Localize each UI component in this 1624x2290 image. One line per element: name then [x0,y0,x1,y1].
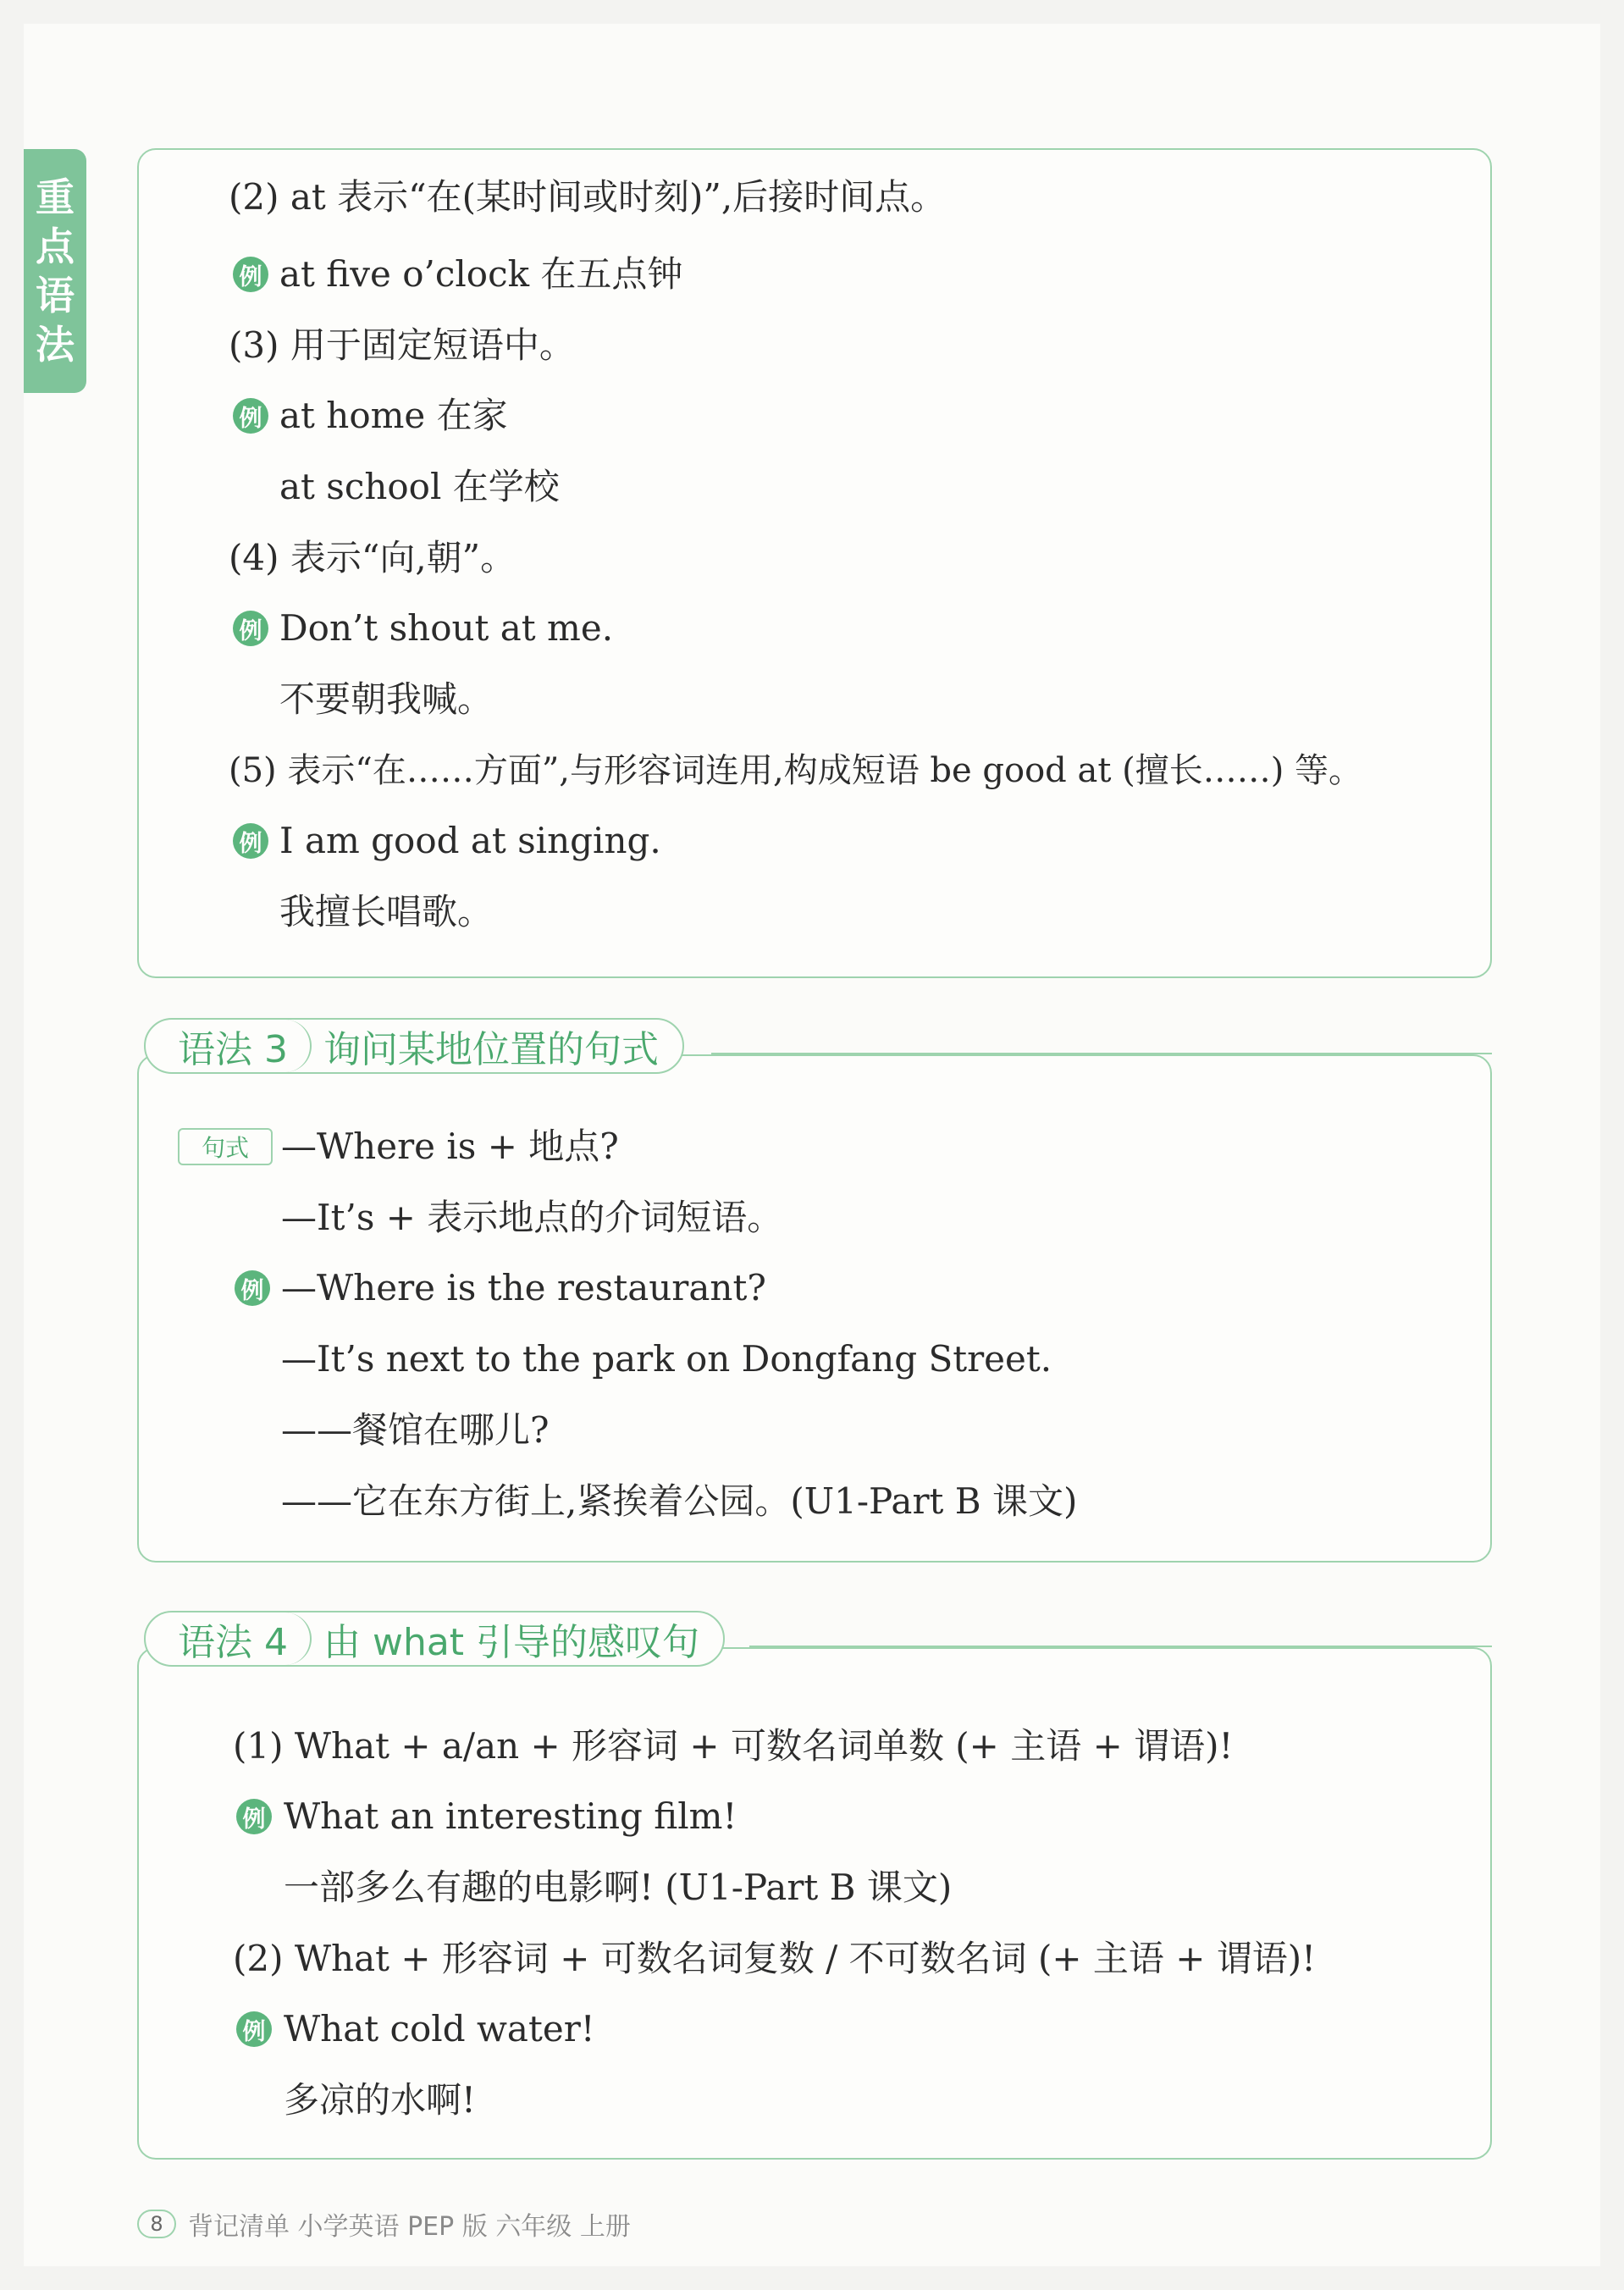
rule-line: (4) 表示“向,朝”。 [229,537,516,578]
example-line: I am good at singing. [279,820,661,861]
example-icon: 例 [233,611,268,646]
rule-line: (1) What + a/an + 形容词 + 可数名词单数 (+ 主语 + 谓语)! [233,1725,1234,1767]
header-rule [749,1646,1492,1647]
rule-line: (3) 用于固定短语中。 [229,324,575,366]
translation-line: 不要朝我喊。 [279,678,494,720]
example-line: What an interesting film! [284,1795,737,1837]
header-rule [711,1053,1492,1054]
grammar-number: 语法 4 [146,1612,312,1665]
side-tab-char: 重 [36,174,75,220]
translation-line: ——餐馆在哪儿? [281,1409,550,1451]
side-tab-char: 语 [36,273,75,318]
page-number: 8 [137,2210,176,2238]
translation-line: 多凉的水啊! [284,2079,476,2121]
grammar-title: 询问某地位置的句式 [323,1028,659,1071]
example-line: —It’s next to the park on Dongfang Street. [281,1338,1052,1380]
pattern-line: —It’s + 表示地点的介词短语。 [281,1197,783,1238]
page-footer [137,2205,631,2243]
example-line: —Where is the restaurant? [281,1267,766,1308]
grammar-title: 由 what 引导的感叹句 [323,1621,700,1664]
grammar-4-header [144,1611,725,1667]
example-line: at school 在学校 [279,466,560,507]
rule-line: (2) What + 形容词 + 可数名词复数 / 不可数名词 (+ 主语 + 谓语)! [233,1938,1317,1979]
grammar-3-header [144,1018,684,1074]
grammar-number: 语法 3 [146,1020,312,1072]
example-icon: 例 [233,257,268,292]
example-line: at home 在家 [279,395,508,436]
translation-line: ——它在东方街上,紧挨着公园。(U1-Part B 课文) [281,1480,1078,1522]
book-title: 背记清单 小学英语 PEP 版 六年级 上册 [188,2212,631,2242]
example-icon: 例 [236,2011,272,2047]
example-line: at five o’clock 在五点钟 [279,253,683,295]
example-icon: 例 [233,823,268,859]
side-tab-char: 点 [36,224,75,269]
rule-line: (5) 表示“在……方面”,与形容词连用,构成短语 be good at (擅长……) 等。 [229,751,1363,790]
example-line: Don’t shout at me. [279,607,614,649]
translation-line: 我擅长唱歌。 [279,891,494,932]
example-icon: 例 [233,398,268,434]
translation-line: 一部多么有趣的电影啊! (U1-Part B 课文) [284,1867,953,1908]
example-line: What cold water! [284,2008,595,2049]
side-tab-key-grammar [24,149,86,393]
rule-line: (2) at 表示“在(某时间或时刻)”,后接时间点。 [229,176,947,218]
side-tab-char: 法 [36,322,75,368]
example-icon: 例 [236,1799,272,1834]
example-icon: 例 [235,1270,270,1306]
pattern-tag: 句式 [178,1128,273,1165]
pattern-line: —Where is + 地点? [281,1126,619,1167]
